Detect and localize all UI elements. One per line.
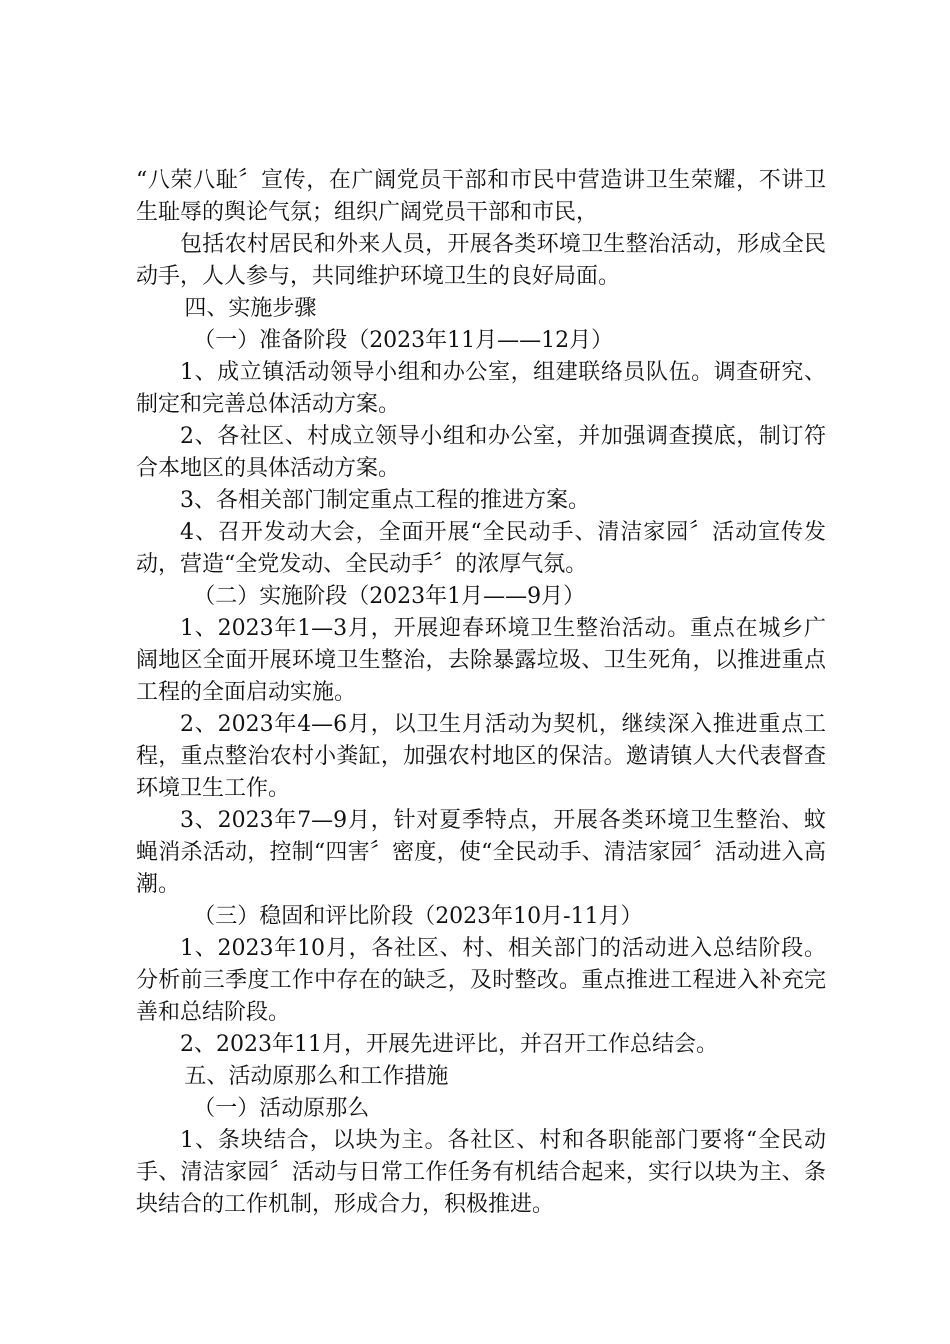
paragraph-5-1-1: 1、条块结合，以块为主。各社区、村和各职能部门要将“全民动手、清洁家园〞活动与日常工作任务有机结合起来，实行以块为主、条块结合的工作机制，形成合力，积极推进。 — [136, 1128, 826, 1217]
paragraph-4-3-2: 2、2023年11月，开展先进评比，并召开工作总结会。 — [180, 1032, 718, 1057]
paragraph-2: 包括农村居民和外来人员，开展各类环境卫生整治活动，形成全民动手，人人参与，共同维护环境卫生的良好局面。 — [136, 232, 826, 289]
paragraph-4-2-2: 2、2023年4—6月，以卫生月活动为契机，继续深入推进重点工程，重点整治农村小粪缸，加强农村地区的保洁。邀请镇人大代表督查环境卫生工作。 — [136, 712, 826, 801]
section-heading-4: 四、实施步骤 — [184, 296, 317, 321]
paragraph-4-1-1: 1、成立镇活动领导小组和办公室，组建联络员队伍。调查研究、制定和完善总体活动方案。 — [136, 360, 826, 417]
document-body — [136, 165, 826, 1221]
paragraph-4-1-3: 3、各相关部门制定重点工程的推进方案。 — [180, 488, 590, 513]
section-heading-5: 五、活动原那么和工作措施 — [184, 1064, 449, 1089]
paragraph-4-1-2: 2、各社区、村成立领导小组和办公室，并加强调查摸底，制订符合本地区的具体活动方案。 — [136, 424, 826, 481]
subsection-heading-4-2: （二）实施阶段（2023年1月——9月） — [193, 584, 586, 609]
paragraph-4-2-3: 3、2023年7—9月，针对夏季特点，开展各类环境卫生整治、蚊蝇消杀活动，控制“四害〞密度，使“全民动手、清洁家园〞活动进入高潮。 — [136, 808, 826, 897]
paragraph-4-3-1: 1、2023年10月，各社区、村、相关部门的活动进入总结阶段。分析前三季度工作中存在的缺乏，及时整改。重点推进工程进入补充完善和总结阶段。 — [136, 936, 826, 1025]
subsection-heading-4-3: （三）稳固和评比阶段（2023年10月-11月） — [193, 904, 643, 929]
subsection-heading-5-1: （一）活动原那么 — [193, 1096, 370, 1121]
subsection-heading-4-1: （一）准备阶段（2023年11月——12月） — [193, 328, 614, 353]
paragraph-4-2-1: 1、2023年1—3月，开展迎春环境卫生整治活动。重点在城乡广阔地区全面开展环境卫生整治，去除暴露垃圾、卫生死角，以推进重点工程的全面启动实施。 — [136, 616, 826, 705]
paragraph-4-1-4: 4、召开发动大会，全面开展“全民动手、清洁家园〞活动宣传发动，营造“全党发动、全民动手〞的浓厚气氛。 — [136, 520, 826, 577]
paragraph-1: “八荣八耻〞宣传，在广阔党员干部和市民中营造讲卫生荣耀，不讲卫生耻辱的舆论气氛；组织广阔党员干部和市民， — [136, 168, 826, 225]
